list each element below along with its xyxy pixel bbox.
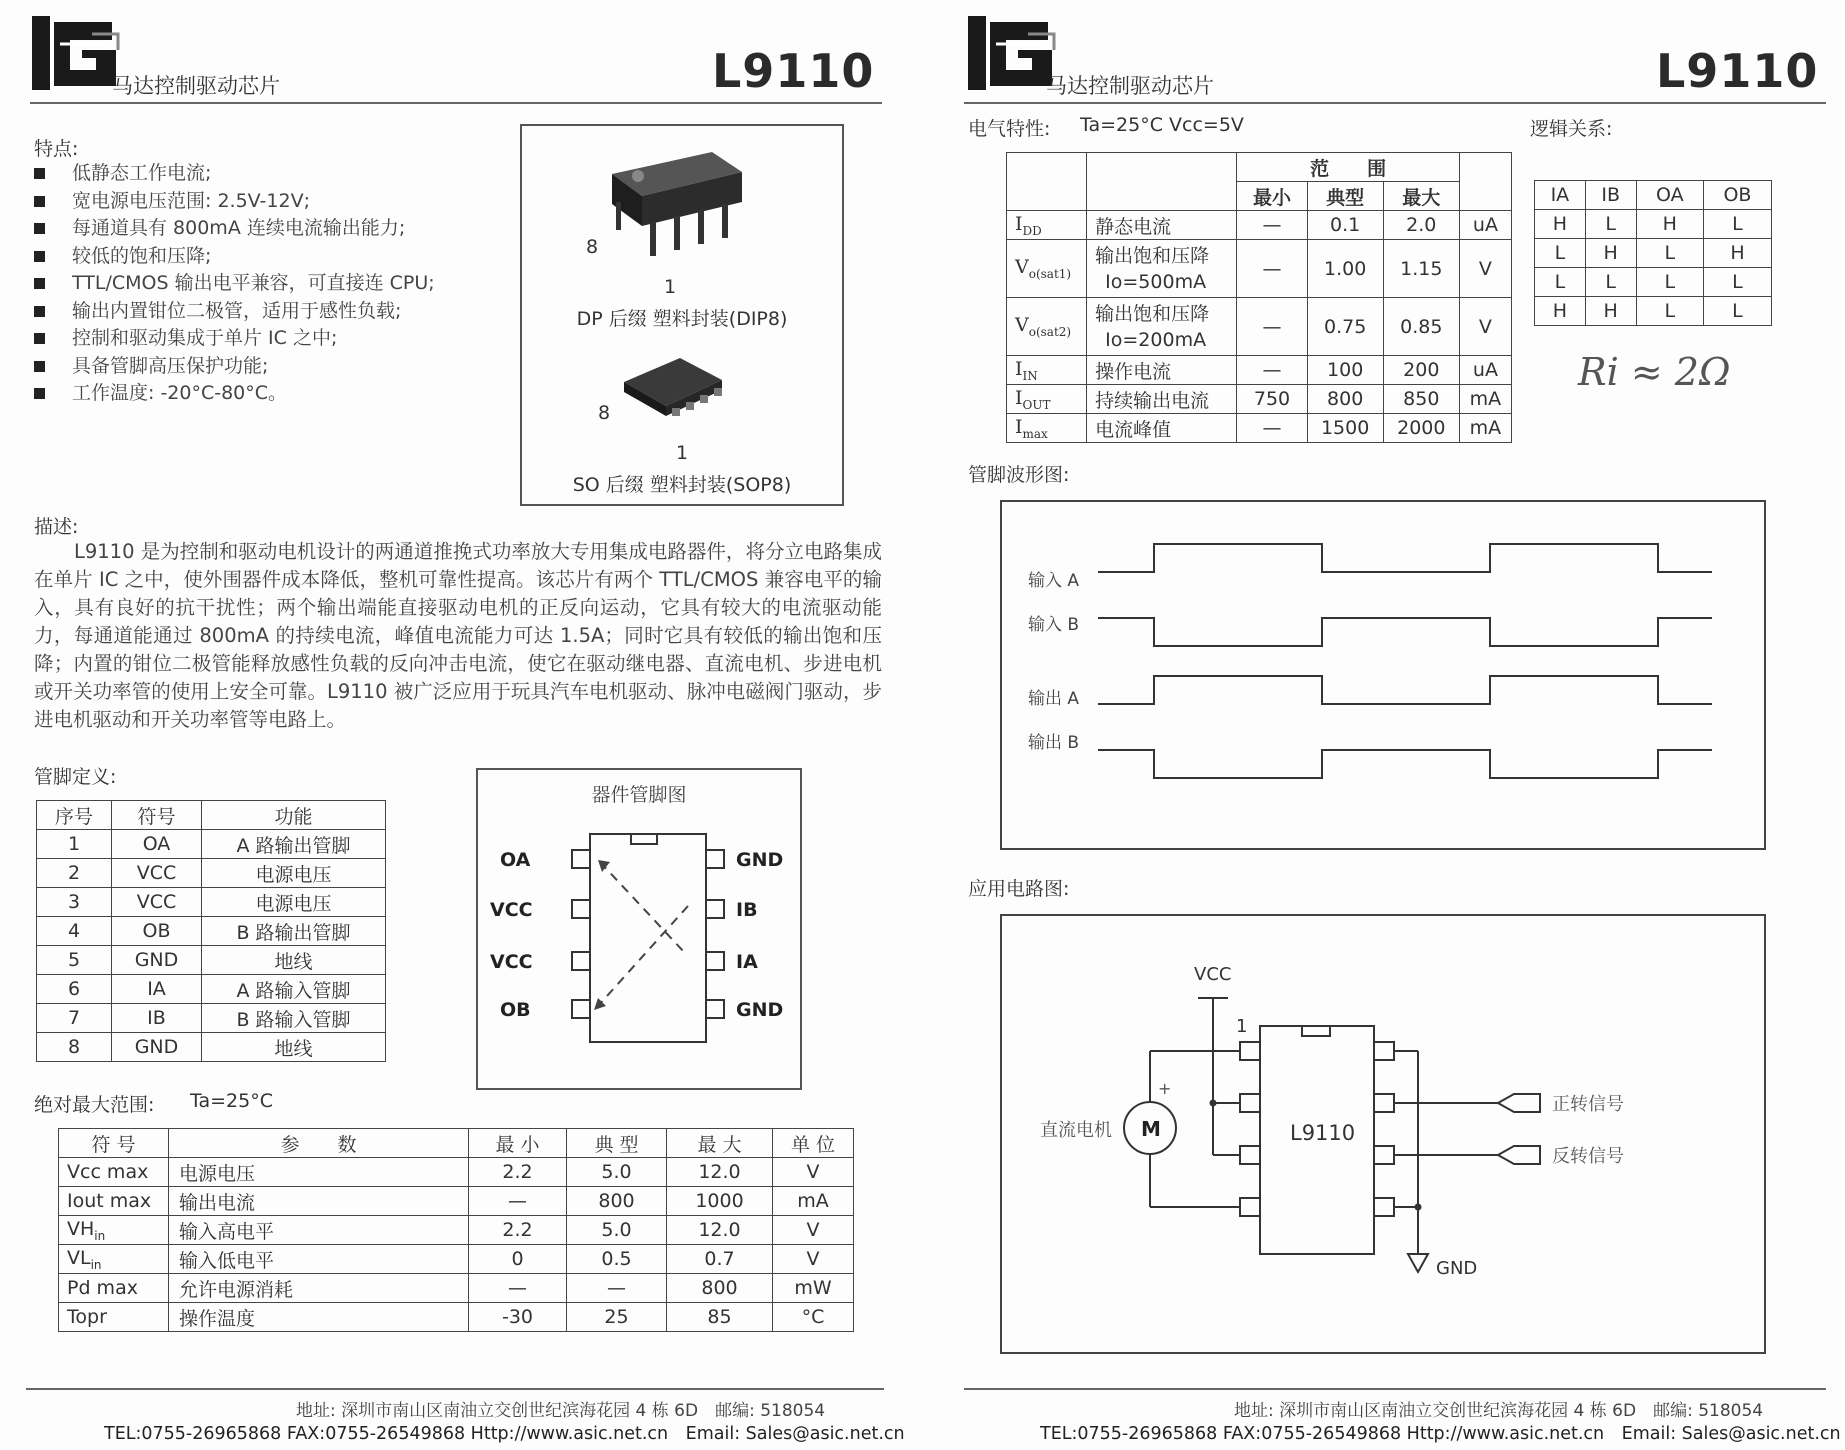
table-cell: Iout max xyxy=(59,1187,169,1216)
feature-item: TTL/CMOS 输出电平兼容，可直接连 CPU; xyxy=(34,270,435,298)
table-row xyxy=(59,1245,854,1274)
table-cell: VCC xyxy=(112,888,202,917)
table-cell: — xyxy=(1237,298,1307,356)
table-cell: mA xyxy=(773,1187,854,1216)
pin-label-gnd: GND xyxy=(736,849,784,871)
table-cell: 5 xyxy=(37,946,112,975)
table-cell xyxy=(59,1216,169,1245)
table-cell: 6 xyxy=(37,975,112,1004)
feature-item: 低静态工作电流; xyxy=(34,160,435,188)
table-cell: 允许电源消耗 xyxy=(169,1274,469,1303)
table-cell: L xyxy=(1636,268,1703,297)
table-cell: IA xyxy=(112,975,202,1004)
symbol-text: I xyxy=(1015,212,1023,235)
table-cell: Topr xyxy=(59,1303,169,1332)
table-row xyxy=(1535,297,1772,326)
subscript: OUT xyxy=(1022,397,1051,412)
table-cell: 1500 xyxy=(1307,414,1383,443)
table-cell: 地线 xyxy=(202,946,386,975)
table-cell: 800 xyxy=(567,1187,667,1216)
feature-item: 控制和驱动集成于单片 IC 之中; xyxy=(34,325,435,353)
circuit-title: 应用电路图: xyxy=(968,878,1070,900)
description-title: 描述: xyxy=(34,516,79,538)
table-cell: A 路输入管脚 xyxy=(202,975,386,1004)
waveform-label-input-b: 输入 B xyxy=(1028,615,1080,635)
table-cell: 电源电压 xyxy=(169,1158,469,1187)
waveform-label-output-b: 输出 B xyxy=(1028,733,1080,753)
table-cell: — xyxy=(567,1274,667,1303)
column-header: OA xyxy=(1636,181,1703,210)
table-cell: A 路输出管脚 xyxy=(202,830,386,859)
sop8-chip-image xyxy=(618,352,738,432)
table-cell xyxy=(59,1245,169,1274)
table-cell: H xyxy=(1535,297,1586,326)
table-cell: mA xyxy=(1459,414,1511,443)
brand-text: 马达控制驱动芯片 xyxy=(112,74,280,98)
company-logo xyxy=(966,14,1056,96)
table-header-row xyxy=(1535,181,1772,210)
feature-item: 具备管脚高压保护功能; xyxy=(34,353,435,381)
table-cell: 800 xyxy=(1307,385,1383,414)
waveform-label-input-a: 输入 A xyxy=(1028,571,1080,591)
header-rule xyxy=(964,102,1826,104)
table-cell: L xyxy=(1585,268,1636,297)
table-cell: 电流峰值 xyxy=(1087,414,1237,443)
sop-pin8-label: 8 xyxy=(598,402,611,424)
elec-title: 电气特性: xyxy=(968,118,1051,140)
table-cell xyxy=(1007,211,1087,240)
table-cell: H xyxy=(1585,297,1636,326)
pin-label-gnd: GND xyxy=(736,999,784,1021)
features-title: 特点: xyxy=(34,138,79,160)
table-cell: 0.7 xyxy=(667,1245,773,1274)
column-header: IA xyxy=(1535,181,1586,210)
table-cell: 0.85 xyxy=(1383,298,1459,356)
table-cell: OB xyxy=(112,917,202,946)
table-cell: 2000 xyxy=(1383,414,1459,443)
table-cell: L xyxy=(1703,268,1771,297)
footer-contact: TEL:0755-26965868 FAX:0755-26549868 Http://www.asic.net.cn Email: Sales@asic.net.cn xyxy=(104,1424,905,1444)
table-cell: L xyxy=(1535,268,1586,297)
elec-condition: Ta=25°C Vcc=5V xyxy=(1080,114,1244,136)
table-cell: — xyxy=(1237,240,1307,298)
table-cell: 1.15 xyxy=(1383,240,1459,298)
feature-item: 宽电源电压范围: 2.5V-12V; xyxy=(34,188,435,216)
column-header: 最小 xyxy=(1237,182,1307,211)
footer-rule xyxy=(26,1388,884,1390)
table-cell: L xyxy=(1703,210,1771,239)
symbol-text: V xyxy=(1015,256,1029,279)
pin-label-ib: IB xyxy=(736,899,758,921)
table-cell: GND xyxy=(112,946,202,975)
symbol-text: V xyxy=(1015,314,1029,337)
table-cell: H xyxy=(1585,239,1636,268)
table-cell: H xyxy=(1636,210,1703,239)
table-cell: 0.5 xyxy=(567,1245,667,1274)
table-cell: 0.1 xyxy=(1307,211,1383,240)
column-header: 符 号 xyxy=(59,1129,169,1158)
waveform-label-output-a: 输出 A xyxy=(1028,689,1080,709)
table-cell: L xyxy=(1585,210,1636,239)
param-line: 输出饱和压降 xyxy=(1095,302,1210,325)
model-title: L9110 xyxy=(712,44,875,98)
table-cell xyxy=(1007,385,1087,414)
subscript: o(sat2) xyxy=(1028,324,1072,339)
subscript: o(sat1) xyxy=(1028,266,1072,281)
param-line: Io=500mA xyxy=(1105,270,1207,293)
sop-pin1-label: 1 xyxy=(676,442,689,464)
table-cell: — xyxy=(469,1187,567,1216)
column-header: 典 型 xyxy=(567,1129,667,1158)
brand-text: 马达控制驱动芯片 xyxy=(1046,74,1214,98)
dip-caption: DP 后缀 塑料封装(DIP8) xyxy=(576,308,788,330)
table-cell: mA xyxy=(1459,385,1511,414)
table-cell: 2.0 xyxy=(1383,211,1459,240)
subscript: in xyxy=(90,1257,102,1272)
table-cell: V xyxy=(773,1216,854,1245)
table-cell: H xyxy=(1703,239,1771,268)
subscript: IN xyxy=(1022,368,1038,383)
table-header-row xyxy=(1007,153,1512,182)
table-cell: 1.00 xyxy=(1307,240,1383,298)
table-cell: B 路输入管脚 xyxy=(202,1004,386,1033)
symbol-text: VH xyxy=(67,1217,95,1240)
column-header: 符号 xyxy=(112,801,202,830)
pin-definition-table xyxy=(36,800,386,1062)
table-row xyxy=(59,1274,854,1303)
pin-diagram-drawing xyxy=(478,770,800,1088)
table-cell: 输入低电平 xyxy=(169,1245,469,1274)
table-cell: 电源电压 xyxy=(202,859,386,888)
left-page xyxy=(0,0,920,1450)
symbol-text: VL xyxy=(67,1246,91,1269)
pin-label-vcc: VCC xyxy=(490,951,533,973)
table-cell: 1000 xyxy=(667,1187,773,1216)
table-cell: 操作电流 xyxy=(1087,356,1237,385)
table-cell: GND xyxy=(112,1033,202,1062)
pin-label-ia: IA xyxy=(736,951,758,973)
table-cell: — xyxy=(1237,356,1307,385)
waveform-diagram xyxy=(1000,500,1768,852)
param-line: Io=200mA xyxy=(1105,328,1207,351)
column-header: 功能 xyxy=(202,801,386,830)
table-row xyxy=(37,1004,386,1033)
subscript: DD xyxy=(1022,223,1042,238)
table-row xyxy=(1535,210,1772,239)
pin-label-oa: OA xyxy=(500,849,531,871)
table-row xyxy=(37,917,386,946)
table-cell: IB xyxy=(112,1004,202,1033)
table-cell xyxy=(1007,298,1087,356)
table-row xyxy=(59,1216,854,1245)
table-cell: uA xyxy=(1459,211,1511,240)
table-cell: 25 xyxy=(567,1303,667,1332)
table-cell: L xyxy=(1703,297,1771,326)
table-row xyxy=(1535,239,1772,268)
header-rule xyxy=(30,102,882,104)
forward-signal-label: 正转信号 xyxy=(1552,1094,1624,1115)
table-row xyxy=(59,1303,854,1332)
table-cell: 850 xyxy=(1383,385,1459,414)
table-cell: 750 xyxy=(1237,385,1307,414)
motor-symbol: M xyxy=(1141,1117,1161,1141)
table-cell: V xyxy=(1459,298,1511,356)
subscript: in xyxy=(94,1228,106,1243)
table-header-row xyxy=(59,1129,854,1158)
column-header: IB xyxy=(1585,181,1636,210)
package-box xyxy=(520,124,844,506)
table-cell: 4 xyxy=(37,917,112,946)
table-row xyxy=(37,946,386,975)
table-cell: 800 xyxy=(667,1274,773,1303)
table-row xyxy=(1007,414,1512,443)
column-header: 序号 xyxy=(37,801,112,830)
application-circuit xyxy=(1000,914,1768,1356)
column-header: OB xyxy=(1703,181,1771,210)
table-row xyxy=(1535,268,1772,297)
pin-label-vcc: VCC xyxy=(490,899,533,921)
abs-max-table xyxy=(58,1128,854,1332)
symbol-text: I xyxy=(1015,415,1023,438)
footer-rule xyxy=(964,1388,1826,1390)
vcc-label: VCC xyxy=(1194,964,1232,985)
table-cell: B 路输出管脚 xyxy=(202,917,386,946)
table-cell: °C xyxy=(773,1303,854,1332)
pin-label-ob: OB xyxy=(500,999,531,1021)
electrical-table xyxy=(1006,152,1512,443)
table-cell: 8 xyxy=(37,1033,112,1062)
table-cell: L xyxy=(1535,239,1586,268)
feature-item: 输出内置钳位二极管，适用于感性负载; xyxy=(34,298,435,326)
dip-pin1-label: 1 xyxy=(664,276,677,298)
table-cell: 12.0 xyxy=(667,1158,773,1187)
table-cell: — xyxy=(1237,414,1307,443)
description-text: L9110 是为控制和驱动电机设计的两通道推挽式功率放大专用集成电路器件，将分立电路集成在单片 IC 之中，使外围器件成本降低，整机可靠性提高。该芯片有两个 TTL/CMOS 兼容电平的输入，具有良好的抗干扰性；两个输出端能直接驱动电机的正反向运动，它具有较大的电流驱动能力，每通道能通过 800mA 的持续电流，峰值电流能力可达 1.5A；同时它具有较低的输出饱和压降；内置的钳位二极管能释放感性负载的反向冲击电流，使它在驱动继电器、直流电机、步进电机或开关功率管的使用上安全可靠。L9110 被广泛应用于玩具汽车电机驱动、脉冲电磁阀门驱动，步进电机驱动和开关功率管等电路上。 xyxy=(34,540,882,731)
table-cell: 12.0 xyxy=(667,1216,773,1245)
footer-contact: TEL:0755-26965868 FAX:0755-26549868 Http://www.asic.net.cn Email: Sales@asic.net.cn xyxy=(1040,1424,1841,1444)
table-cell: V xyxy=(773,1245,854,1274)
table-cell: 2.2 xyxy=(469,1158,567,1187)
dip-pin8-label: 8 xyxy=(586,236,599,258)
column-header: 典型 xyxy=(1307,182,1383,211)
table-cell xyxy=(1007,240,1087,298)
table-cell: 5.0 xyxy=(567,1158,667,1187)
model-title: L9110 xyxy=(1656,44,1819,98)
column-header: 最 大 xyxy=(667,1129,773,1158)
table-cell: 100 xyxy=(1307,356,1383,385)
dip8-chip-image xyxy=(592,144,762,264)
table-row xyxy=(37,888,386,917)
abs-max-title: 绝对最大范围: xyxy=(34,1094,155,1116)
subscript: max xyxy=(1022,426,1048,441)
table-cell: OA xyxy=(112,830,202,859)
table-cell: VCC xyxy=(112,859,202,888)
range-header: 范 围 xyxy=(1237,153,1459,182)
table-cell: 2.2 xyxy=(469,1216,567,1245)
pin1-label: 1 xyxy=(1236,1016,1248,1037)
table-cell xyxy=(1087,240,1237,298)
right-page xyxy=(928,0,1845,1450)
table-cell: -30 xyxy=(469,1303,567,1332)
table-cell: 电源电压 xyxy=(202,888,386,917)
table-cell: L xyxy=(1636,297,1703,326)
feature-item: 工作温度: -20°C-80°C。 xyxy=(34,380,435,408)
table-cell: 静态电流 xyxy=(1087,211,1237,240)
table-cell xyxy=(1087,153,1237,211)
feature-item: 每通道具有 800mA 连续电流输出能力; xyxy=(34,215,435,243)
reverse-signal-label: 反转信号 xyxy=(1552,1146,1624,1167)
table-cell: mW xyxy=(773,1274,854,1303)
gnd-label: GND xyxy=(1436,1258,1478,1279)
table-row xyxy=(59,1187,854,1216)
logic-table xyxy=(1534,180,1772,326)
table-cell: 3 xyxy=(37,888,112,917)
abs-max-condition: Ta=25°C xyxy=(190,1090,273,1112)
table-cell: Vcc max xyxy=(59,1158,169,1187)
table-cell: 85 xyxy=(667,1303,773,1332)
handwritten-note: Ri ≈ 2Ω xyxy=(1578,350,1731,394)
table-header-row xyxy=(37,801,386,830)
table-cell: — xyxy=(469,1274,567,1303)
table-cell: V xyxy=(1459,240,1511,298)
pin-def-title: 管脚定义: xyxy=(34,766,117,788)
table-row xyxy=(59,1158,854,1187)
table-cell: 0.75 xyxy=(1307,298,1383,356)
table-cell: uA xyxy=(1459,356,1511,385)
motor-plus-label: + xyxy=(1158,1079,1172,1098)
pin-diagram-title: 器件管脚图 xyxy=(591,784,687,806)
symbol-text: I xyxy=(1015,386,1023,409)
table-row xyxy=(37,830,386,859)
table-cell: — xyxy=(1237,211,1307,240)
table-row xyxy=(1007,298,1512,356)
footer-address: 地址: 深圳市南山区南油立交创世纪滨海花园 4 栋 6D 邮编: 518054 xyxy=(296,1401,826,1421)
table-cell: 地线 xyxy=(202,1033,386,1062)
table-cell: 输入高电平 xyxy=(169,1216,469,1245)
table-cell: 输出电流 xyxy=(169,1187,469,1216)
table-row xyxy=(1007,356,1512,385)
column-header: 最大 xyxy=(1383,182,1459,211)
table-cell: 操作温度 xyxy=(169,1303,469,1332)
table-cell: L xyxy=(1636,239,1703,268)
waveform-title: 管脚波形图: xyxy=(968,464,1070,486)
footer-address: 地址: 深圳市南山区南油立交创世纪滨海花园 4 栋 6D 邮编: 518054 xyxy=(1234,1401,1764,1421)
table-cell: 2 xyxy=(37,859,112,888)
feature-item: 较低的饱和压降; xyxy=(34,243,435,271)
table-cell xyxy=(1459,153,1511,211)
chip-label: L9110 xyxy=(1290,1121,1356,1145)
table-row xyxy=(37,859,386,888)
table-row xyxy=(1007,211,1512,240)
pin-diagram-box xyxy=(476,768,802,1090)
table-cell: 5.0 xyxy=(567,1216,667,1245)
features-list xyxy=(34,160,435,408)
table-cell: 1 xyxy=(37,830,112,859)
table-cell xyxy=(1007,153,1087,211)
table-row xyxy=(37,975,386,1004)
column-header: 最 小 xyxy=(469,1129,567,1158)
table-row xyxy=(1007,240,1512,298)
table-cell: 200 xyxy=(1383,356,1459,385)
table-cell xyxy=(1007,414,1087,443)
company-logo xyxy=(30,14,120,96)
table-cell: V xyxy=(773,1158,854,1187)
table-cell: H xyxy=(1535,210,1586,239)
column-header: 参 数 xyxy=(169,1129,469,1158)
table-cell xyxy=(1087,298,1237,356)
table-cell: Pd max xyxy=(59,1274,169,1303)
table-cell: 持续输出电流 xyxy=(1087,385,1237,414)
table-cell xyxy=(1007,356,1087,385)
table-cell: 7 xyxy=(37,1004,112,1033)
table-cell: 0 xyxy=(469,1245,567,1274)
column-header: 单 位 xyxy=(773,1129,854,1158)
motor-label: 直流电机 xyxy=(1040,1120,1112,1141)
param-line: 输出饱和压降 xyxy=(1095,244,1210,267)
sop-caption: SO 后缀 塑料封装(SOP8) xyxy=(572,474,792,496)
table-row xyxy=(1007,385,1512,414)
logic-title: 逻辑关系: xyxy=(1530,118,1613,140)
symbol-text: I xyxy=(1015,357,1023,380)
table-row xyxy=(37,1033,386,1062)
